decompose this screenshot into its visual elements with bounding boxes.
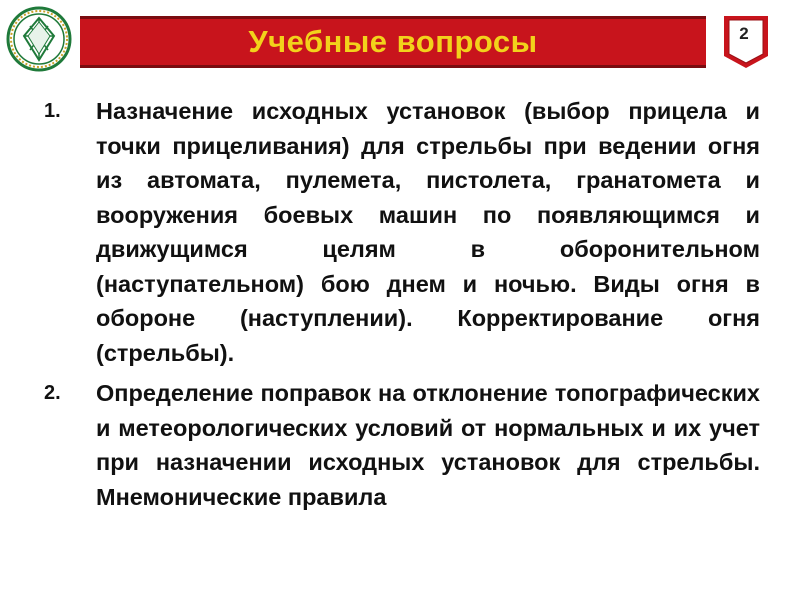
page-number: 2 <box>739 24 749 43</box>
question-number: 1. <box>44 100 61 122</box>
question-text: Определение поправок на отклонение топографических и метеорологических условий от нормальных и их учет при назначении исходных установок для стрельбы. Мнемонические правила <box>96 380 760 510</box>
question-number: 2. <box>44 382 61 404</box>
page-title: Учебные вопросы <box>248 24 538 59</box>
list-item <box>44 94 760 370</box>
questions-list <box>44 94 760 520</box>
emblem-icon <box>6 6 72 72</box>
title-bar <box>80 16 706 68</box>
list-item <box>44 376 760 514</box>
question-text: Назначение исходных установок (выбор прицела и точки прицеливания) для стрельбы при ведении огня из автомата, пулемета, пистолета, гранатомета и вооружения боевых машин по появляющимся и движущимся целям в оборонительном (наступательном) бою днем и ночью. Виды огня в обороне (наступлении). Корректирование огня (стрельбы). <box>96 98 760 366</box>
